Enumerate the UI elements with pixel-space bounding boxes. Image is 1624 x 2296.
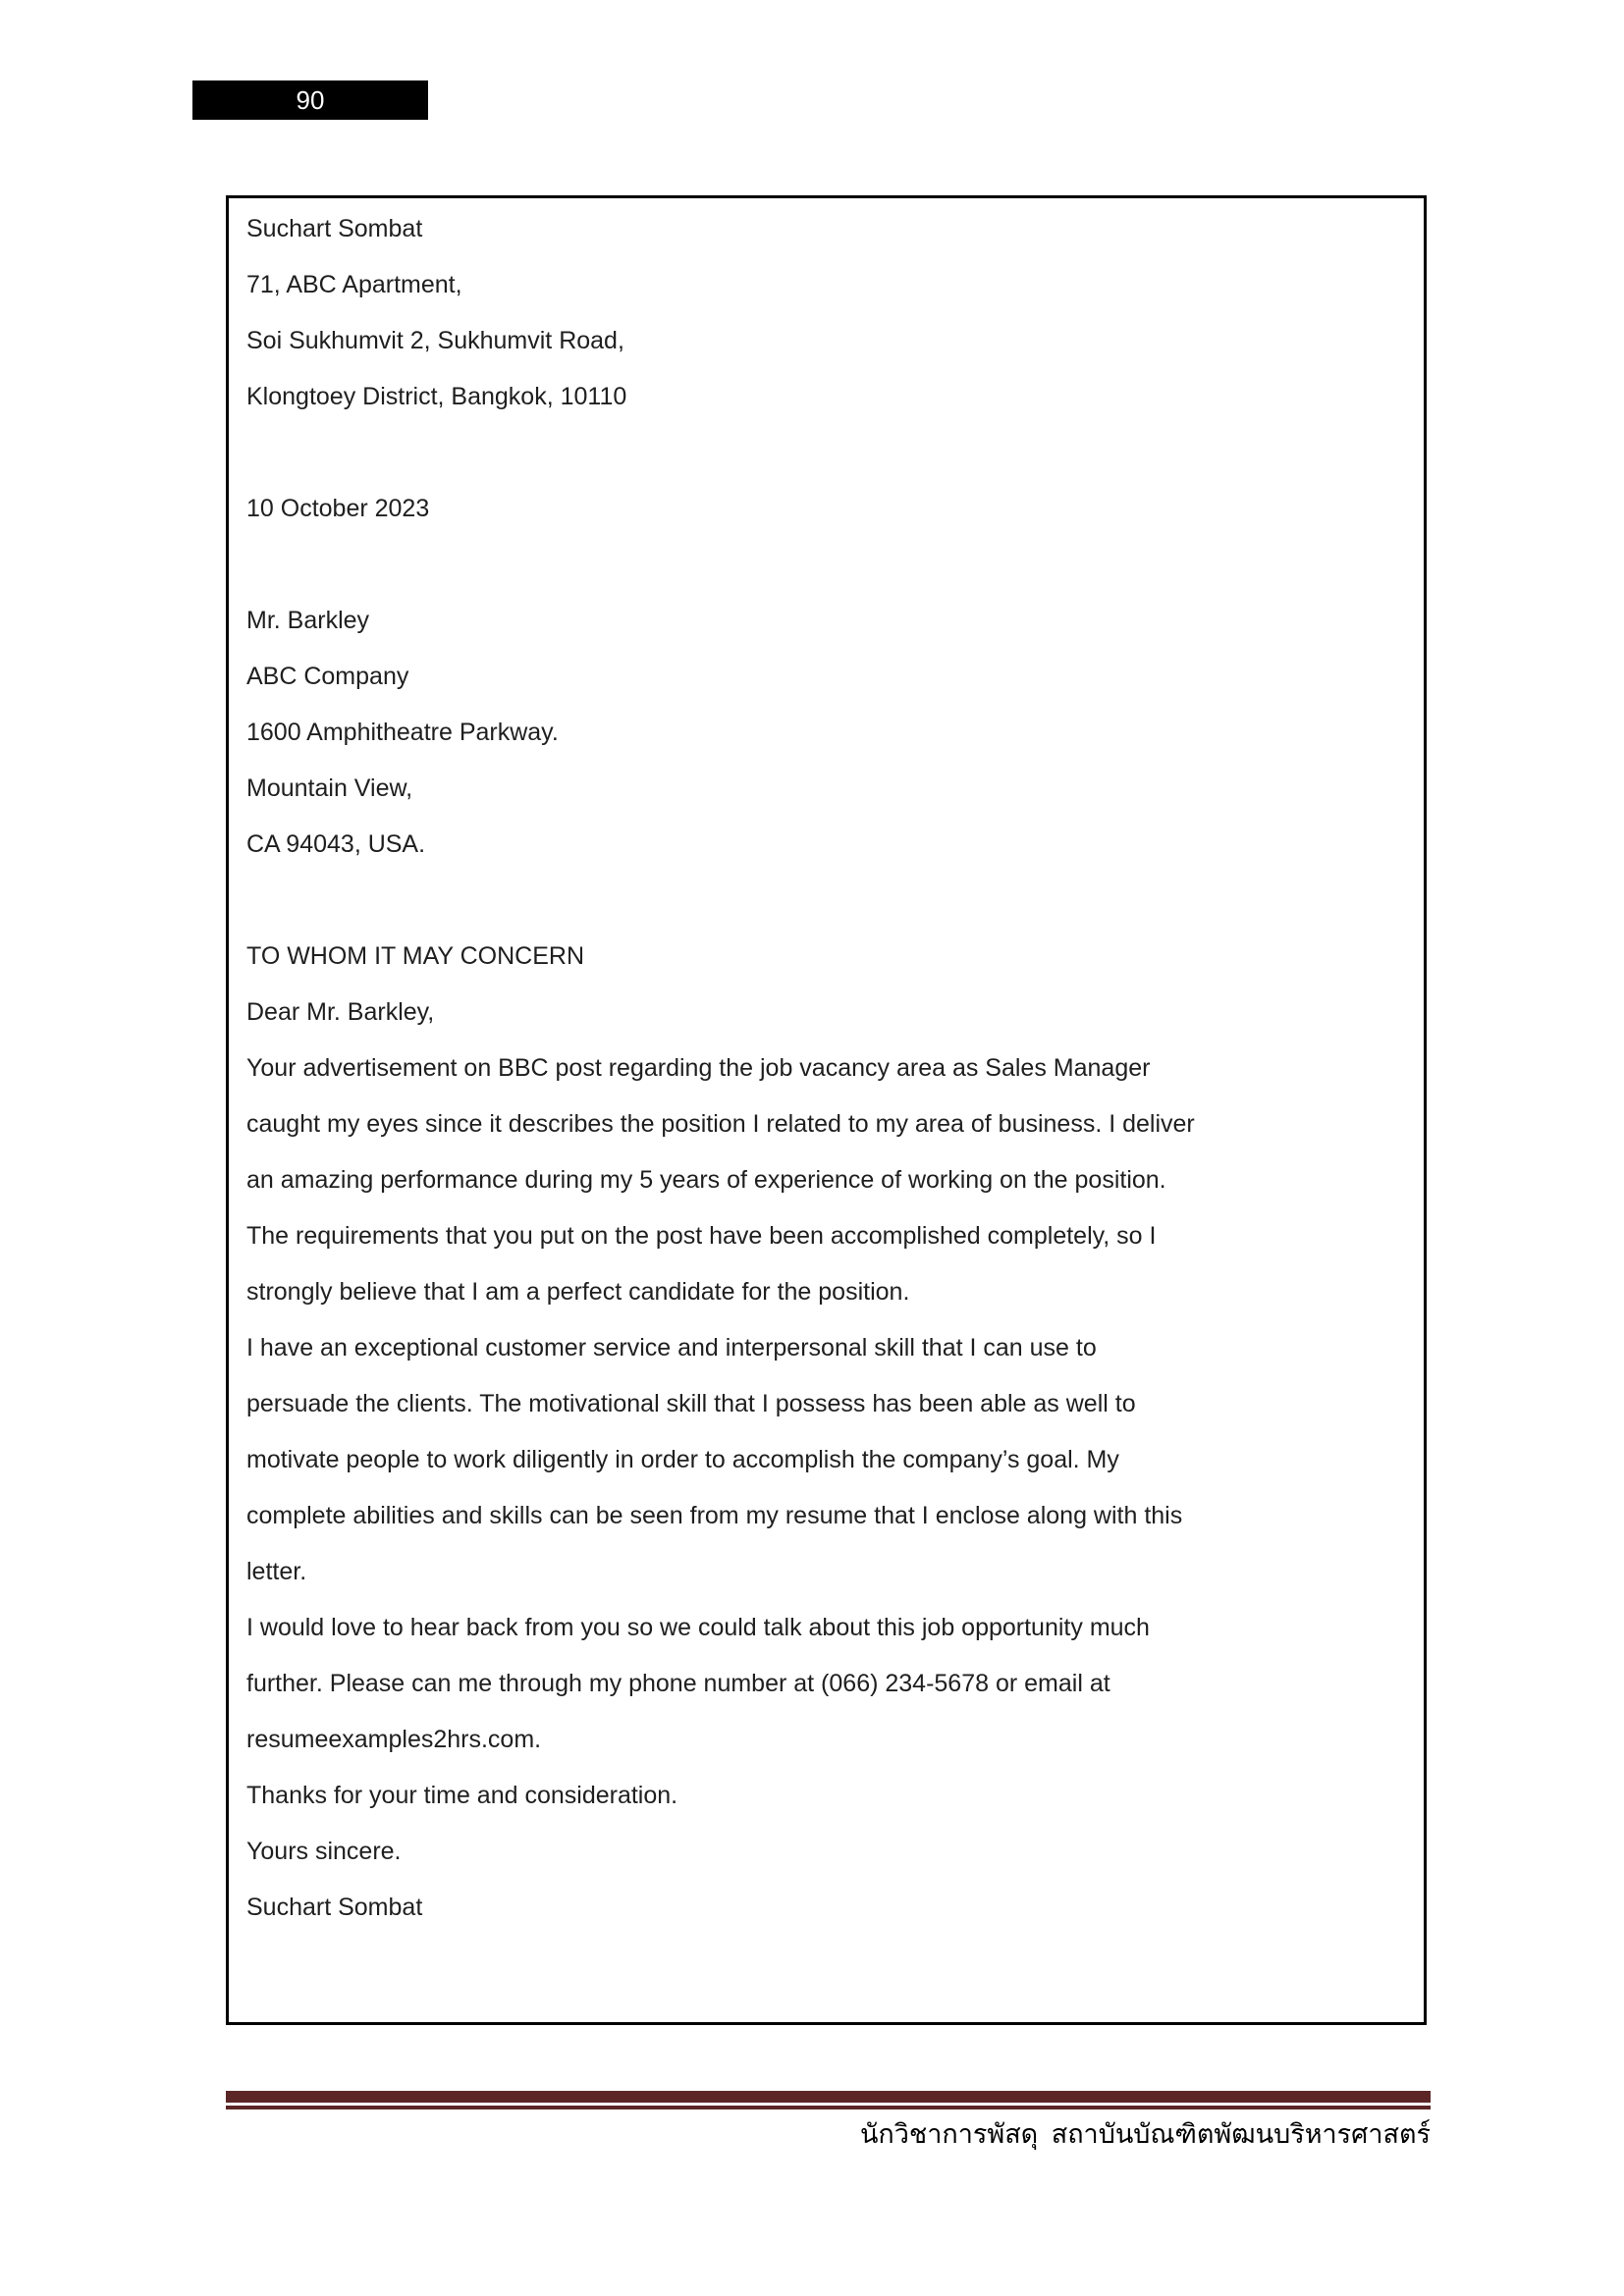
letter-line: letter. — [246, 1558, 307, 1585]
page-number-badge — [192, 80, 428, 120]
letter-line: Yours sincere. — [246, 1838, 402, 1865]
letter-line: TO WHOM IT MAY CONCERN — [246, 942, 584, 970]
letter-line: 71, ABC Apartment, — [246, 271, 462, 298]
page-number: 90 — [296, 85, 325, 115]
letter-line: I have an exceptional customer service and interpersonal skill that I can use to — [246, 1334, 1097, 1362]
letter-line — [246, 873, 1406, 929]
letter-line: further. Please can me through my phone number at (066) 234-5678 or email at — [246, 1670, 1110, 1697]
letter-line: Mr. Barkley — [246, 607, 370, 634]
letter-line: caught my eyes since it describes the position I related to my area of business. I deliver — [246, 1110, 1195, 1138]
letter-line: Soi Sukhumvit 2, Sukhumvit Road, — [246, 327, 624, 354]
footer-rule-thick-line — [226, 2091, 1431, 2103]
letter-line: resumeexamples2hrs.com. — [246, 1726, 542, 1753]
letter-line: 1600 Amphitheatre Parkway. — [246, 719, 559, 746]
letter-line: complete abilities and skills can be seen from my resume that I enclose along with this — [246, 1502, 1183, 1529]
letter-line: persuade the clients. The motivational skill that I possess has been able as well to — [246, 1390, 1136, 1417]
letter-line — [246, 537, 1406, 593]
letter-line: I would love to hear back from you so we could talk about this job opportunity much — [246, 1614, 1150, 1641]
letter-line: Dear Mr. Barkley, — [246, 998, 435, 1026]
letter-line: 10 October 2023 — [246, 495, 430, 522]
letter-line: Your advertisement on BBC post regarding the job vacancy area as Sales Manager — [246, 1054, 1151, 1082]
letter-line: Mountain View, — [246, 774, 413, 802]
letter-box — [226, 195, 1427, 2025]
letter-line: ABC Company — [246, 663, 409, 690]
letter-line: motivate people to work diligently in order to accomplish the company’s goal. My — [246, 1446, 1119, 1473]
footer-text: นักวิชาการพัสดุ สถาบันบัณฑิตพัฒนบริหารศาสตร์ — [859, 2119, 1431, 2149]
footer-rule-thin-line — [226, 2106, 1431, 2109]
letter-line: Suchart Sombat — [246, 215, 423, 242]
letter-line: strongly believe that I am a perfect candidate for the position. — [246, 1278, 910, 1306]
letter-line: The requirements that you put on the post have been accomplished completely, so I — [246, 1222, 1157, 1250]
letter-line: Thanks for your time and consideration. — [246, 1782, 678, 1809]
letter-line: Klongtoey District, Bangkok, 10110 — [246, 383, 627, 410]
letter-line: an amazing performance during my 5 years of experience of working on the position. — [246, 1166, 1166, 1194]
letter-line: Suchart Sombat — [246, 1894, 423, 1921]
letter-line: CA 94043, USA. — [246, 830, 426, 858]
footer-rule — [226, 2091, 1431, 2109]
letter-line — [246, 425, 1406, 481]
